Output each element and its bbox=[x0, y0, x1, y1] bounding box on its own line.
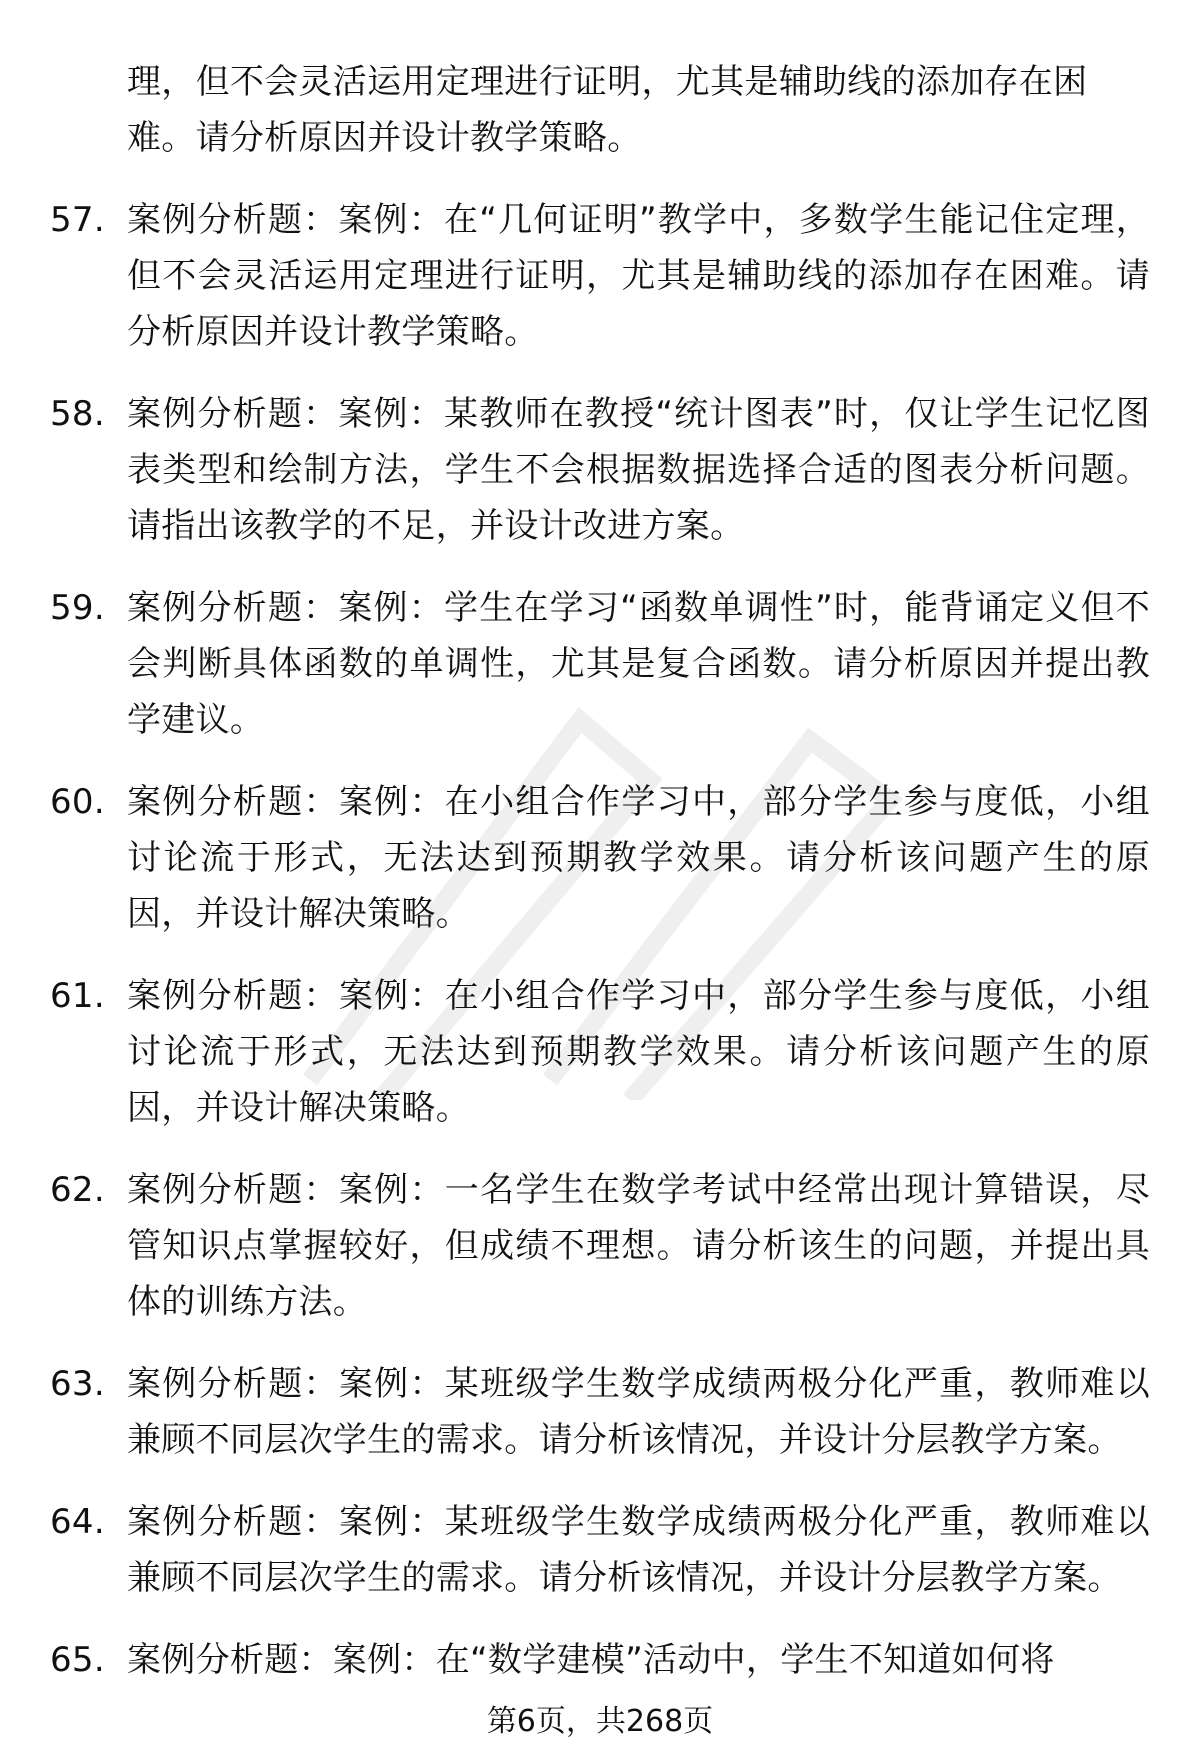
question-number: 58. bbox=[50, 394, 105, 434]
question-item bbox=[50, 386, 1150, 554]
question-item bbox=[50, 580, 1150, 748]
question-text: 案例分析题：案例：某班级学生数学成绩两极分化严重，教师难以兼顾不同层次学生的需求。请分析该情况，并设计分层教学方案。 bbox=[127, 1364, 1150, 1460]
question-text: 案例分析题：案例：在“几何证明”教学中，多数学生能记住定理，但不会灵活运用定理进行证明，尤其是辅助线的添加存在困难。请分析原因并设计教学策略。 bbox=[127, 200, 1150, 352]
question-number: 59. bbox=[50, 588, 105, 628]
question-item bbox=[50, 774, 1150, 942]
question-number: 61. bbox=[50, 976, 105, 1016]
question-number: 57. bbox=[50, 200, 105, 240]
question-number: 63. bbox=[50, 1364, 105, 1404]
question-text: 案例分析题：案例：在小组合作学习中，部分学生参与度低，小组讨论流于形式，无法达到预期教学效果。请分析该问题产生的原因，并设计解决策略。 bbox=[127, 782, 1150, 934]
question-text: 案例分析题：案例：一名学生在数学考试中经常出现计算错误，尽管知识点掌握较好，但成绩不理想。请分析该生的问题，并提出具体的训练方法。 bbox=[127, 1170, 1150, 1322]
question-item bbox=[50, 192, 1150, 360]
question-text: 案例分析题：案例：在小组合作学习中，部分学生参与度低，小组讨论流于形式，无法达到预期教学效果。请分析该问题产生的原因，并设计解决策略。 bbox=[127, 976, 1150, 1128]
question-item bbox=[50, 968, 1150, 1136]
question-text: 案例分析题：案例：学生在学习“函数单调性”时，能背诵定义但不会判断具体函数的单调性，尤其是复合函数。请分析原因并提出教学建议。 bbox=[127, 588, 1150, 740]
question-item bbox=[50, 1162, 1150, 1330]
question-number: 65. bbox=[50, 1640, 105, 1680]
question-number: 60. bbox=[50, 782, 105, 822]
question-number: 64. bbox=[50, 1502, 105, 1542]
question-list bbox=[50, 54, 1150, 1688]
page-footer: 第6页，共268页 bbox=[486, 1704, 714, 1739]
question-item bbox=[50, 1356, 1150, 1468]
question-number: 62. bbox=[50, 1170, 105, 1210]
question-text: 案例分析题：案例：某教师在教授“统计图表”时，仅让学生记忆图表类型和绘制方法，学生不会根据数据选择合适的图表分析问题。请指出该教学的不足，并设计改进方案。 bbox=[127, 394, 1150, 546]
question-text: 案例分析题：案例：在“数学建模”活动中，学生不知道如何将 bbox=[127, 1640, 1055, 1680]
question-item bbox=[50, 1632, 1150, 1688]
previous-question-continuation: 理，但不会灵活运用定理进行证明，尤其是辅助线的添加存在困难。请分析原因并设计教学策略。 bbox=[127, 62, 1088, 158]
question-item bbox=[50, 1494, 1150, 1606]
question-text: 案例分析题：案例：某班级学生数学成绩两极分化严重，教师难以兼顾不同层次学生的需求。请分析该情况，并设计分层教学方案。 bbox=[127, 1502, 1150, 1598]
